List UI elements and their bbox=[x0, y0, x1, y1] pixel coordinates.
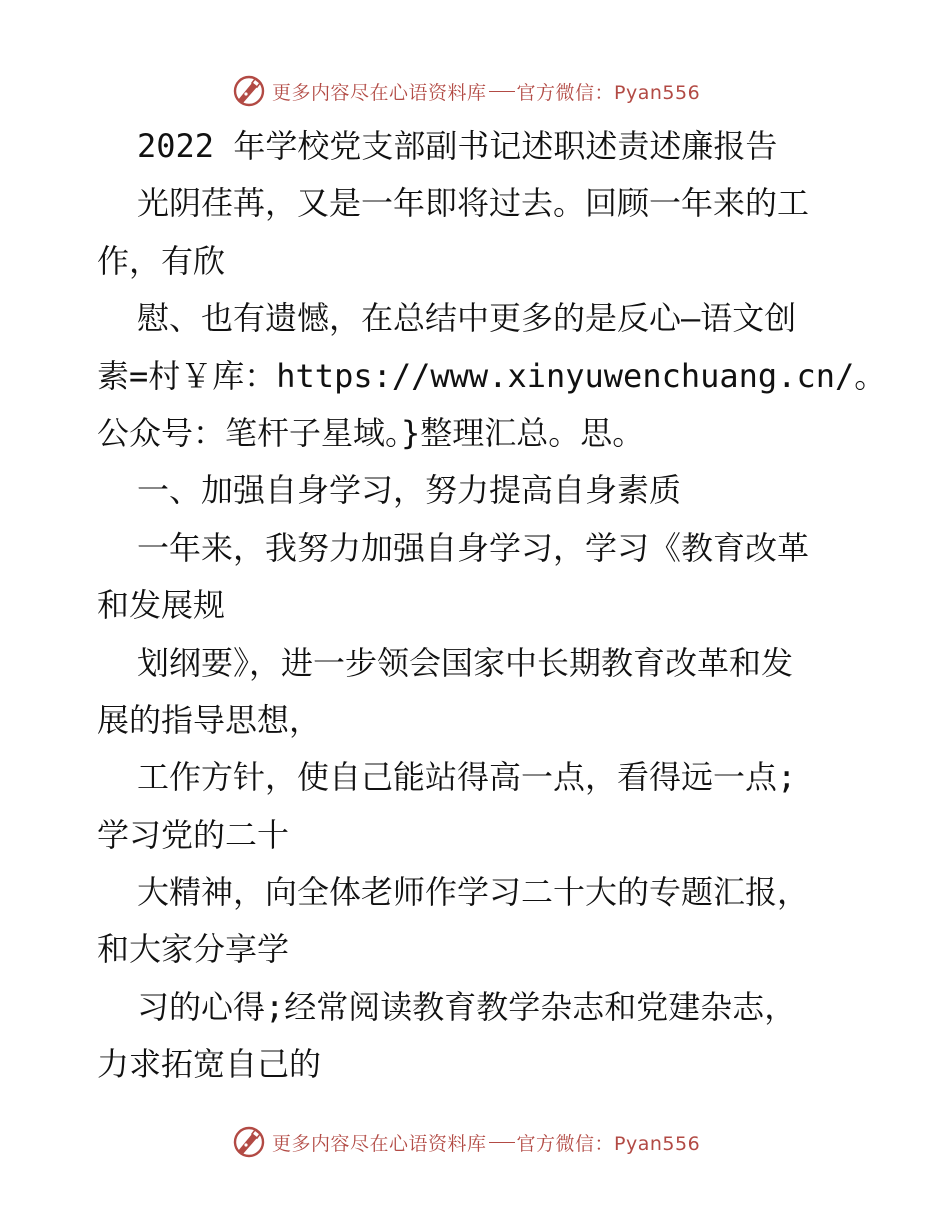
document-line: 公众号：笔杆子星域。}整理汇总。思。 bbox=[97, 413, 645, 452]
document-line: 习的心得;经常阅读教育教学杂志和党建杂志， bbox=[137, 987, 797, 1026]
banner-main-text: 更多内容尽在心语资料库 bbox=[272, 1132, 487, 1155]
document-line: 光阴荏苒，又是一年即将过去。回顾一年来的工 bbox=[137, 184, 810, 223]
document-line: 大精神，向全体老师作学习二十大的专题汇报， bbox=[137, 873, 810, 912]
pen-logo-icon bbox=[232, 1125, 266, 1159]
document-line: 划纲要》，进一步领会国家中长期教育改革和发 bbox=[137, 643, 794, 682]
footer-banner bbox=[232, 1122, 700, 1162]
document-line: 展的指导思想， bbox=[97, 700, 322, 739]
banner-contact-text: 官方微信：Pyan556 bbox=[516, 1132, 701, 1155]
document-line: 慰、也有遗憾，在总结中更多的是反心—语文创 bbox=[137, 299, 797, 338]
document-line: 和发展规 bbox=[97, 586, 226, 625]
document-line: 一年来，我努力加强自身学习，学习《教育改革 bbox=[137, 528, 810, 567]
document-line: 素=村￥库：https://www.xinyuwenchuang.cn/。 bbox=[97, 356, 887, 395]
document-line: 一、加强自身学习，努力提高自身素质 bbox=[137, 471, 682, 510]
document-line: 工作方针，使自己能站得高一点，看得远一点; bbox=[137, 758, 797, 797]
banner-main-text: 更多内容尽在心语资料库 bbox=[272, 81, 487, 104]
banner-contact-text: 官方微信：Pyan556 bbox=[516, 81, 701, 104]
document-line: 力求拓宽自己的 bbox=[97, 1045, 322, 1084]
document-body bbox=[97, 118, 887, 1094]
document-line: 学习党的二十 bbox=[97, 815, 290, 854]
header-banner bbox=[232, 71, 700, 111]
banner-separator bbox=[489, 1142, 515, 1143]
document-line: 作，有欣 bbox=[97, 241, 226, 280]
banner-separator bbox=[489, 91, 515, 92]
pen-logo-icon bbox=[232, 74, 266, 108]
document-line: 和大家分享学 bbox=[97, 930, 290, 969]
document-line: 2022 年学校党支部副书记述职述责述廉报告 bbox=[137, 127, 778, 165]
